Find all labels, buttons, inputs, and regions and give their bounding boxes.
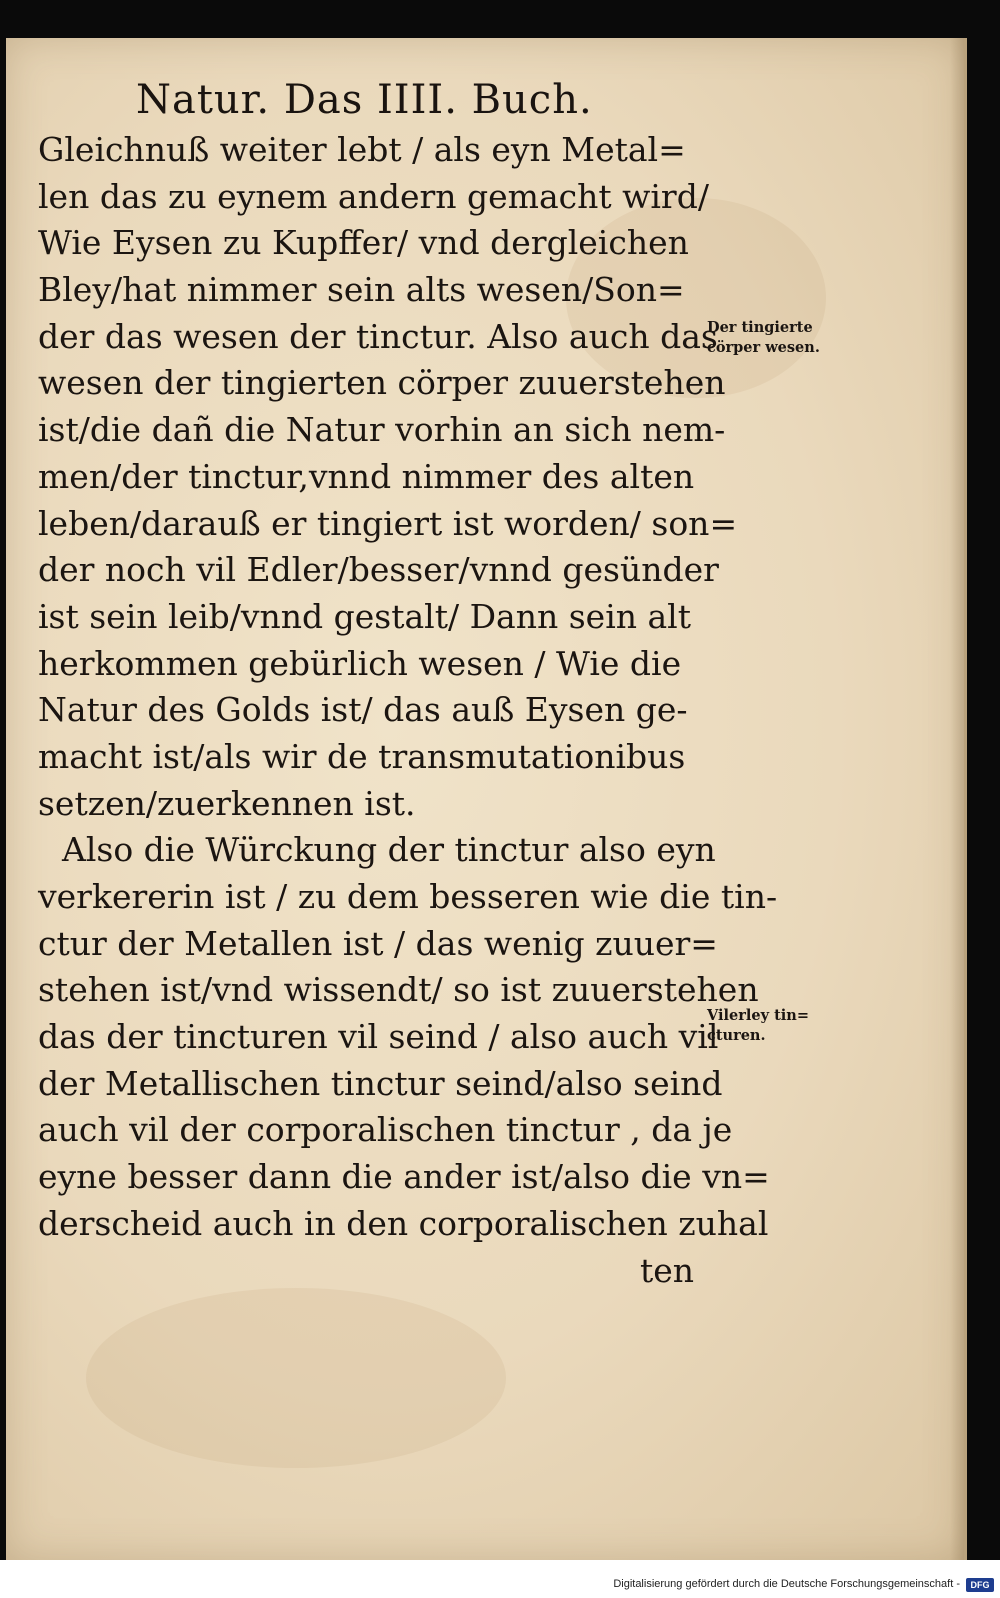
marginal-note [707,1006,867,1046]
text-line: ist/die dañ die Natur vorhin an sich nem- [38,410,726,450]
text-line: len das zu eynem andern gemacht wird/ [38,176,709,216]
dfg-logo: DFG [966,1578,994,1592]
text-line: men/der tinctur,vnnd nimmer des alten [38,456,695,496]
text-line: wesen der tingierten cörper zuuerstehen [38,363,726,403]
text-line: eyne besser dann die ander ist/also die vn= [38,1157,770,1197]
digitization-footer [0,1560,1000,1598]
text-line: derscheid auch in den corporalischen zuhal [38,1203,769,1243]
text-line: der noch vil Edler/besser/vnnd gesünder [38,550,719,590]
text-line: Gleichnuß weiter lebt / als eyn Metal= [38,130,686,169]
text-line: stehen ist/vnd wissendt/ so ist zuuerstehen [38,970,759,1010]
text-line: Natur des Golds ist/ das auß Eysen ge- [38,690,688,730]
text-line: das der tincturen vil seind / also auch vil [38,1017,719,1057]
marginal-note-line: Der tingierte [707,319,813,336]
text-line: leben/darauß er tingiert ist worden/ son= [38,503,738,543]
catchword: ten [639,1250,694,1290]
paper-stain [86,1288,506,1468]
marginal-note-line: Vilerley tin= [707,1007,809,1024]
text-line: ctur der Metallen ist / das wenig zuuer= [38,923,718,963]
running-header: Natur. Das IIII. Buch. [136,77,593,123]
text-line: Wie Eysen zu Kupffer/ vnd dergleichen [38,223,689,263]
marginal-note [707,318,867,358]
page-edge [950,38,964,1560]
scan-top-border [0,0,1000,38]
text-line: auch vil der corporalischen tinctur , da je [38,1110,733,1150]
text-line: der Metallischen tinctur seind/also seind [38,1063,723,1103]
marginal-note-line: cörper wesen. [707,339,820,356]
text-line: herkommen gebürlich wesen / Wie die [38,643,682,683]
footer-credit: Digitalisierung gefördert durch die Deutsche Forschungsgemeinschaft - [613,1578,960,1590]
text-line: setzen/zuerkennen ist. [38,783,416,823]
text-line: macht ist/als wir de transmutationibus [38,736,686,776]
marginal-note-line: cturen. [707,1027,766,1044]
text-line: ist sein leib/vnnd gestalt/ Dann sein alt [38,596,691,636]
text-line: verkererin ist / zu dem besseren wie die tin- [38,877,778,916]
text-line: der das wesen der tinctur. Also auch das [38,316,718,356]
text-line: Also die Würckung der tinctur also eyn [62,830,716,870]
text-line: Bley/hat nimmer sein alts wesen/Son= [38,270,685,310]
